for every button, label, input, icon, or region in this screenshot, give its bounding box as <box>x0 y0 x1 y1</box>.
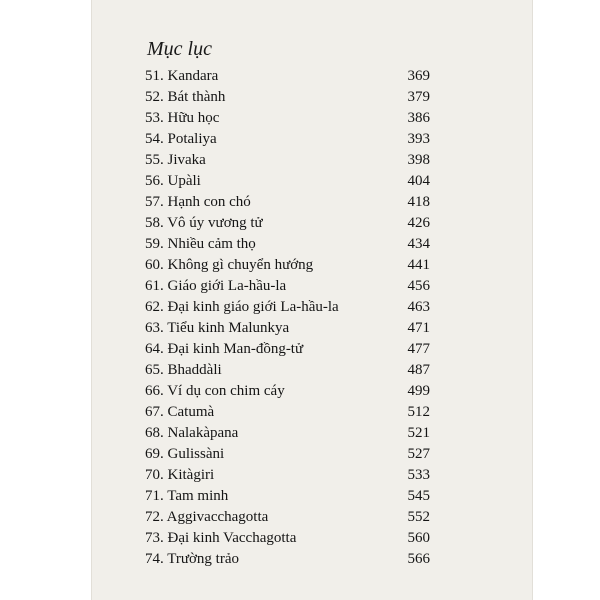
toc-entry <box>145 234 430 255</box>
toc-entry-page-number: 441 <box>407 257 430 273</box>
toc-entry-title: 61. Giáo giới La-hầu-la <box>145 278 287 294</box>
toc-entry-page-number: 560 <box>407 530 430 546</box>
toc-entry-page-number: 512 <box>407 404 430 420</box>
toc-entry <box>145 318 430 339</box>
toc-entry <box>145 549 430 570</box>
toc-entry-title: 51. Kandara <box>145 68 219 84</box>
toc-entry-title: 68. Nalakàpana <box>145 425 239 441</box>
toc-entry <box>145 276 430 297</box>
toc-entry-title: 53. Hữu học <box>145 110 220 126</box>
toc-entry-title: 64. Đại kinh Man-đồng-tử <box>145 341 304 357</box>
toc-entry <box>145 129 430 150</box>
toc-entry-title: 69. Gulissàni <box>145 446 225 462</box>
toc-entry-page-number: 463 <box>407 299 430 315</box>
toc-entry-page-number: 404 <box>407 173 430 189</box>
toc-entry-title: 60. Không gì chuyển hướng <box>145 257 314 273</box>
toc-entry-page-number: 386 <box>407 110 430 126</box>
toc-entry-page-number: 434 <box>407 236 430 252</box>
toc-entry-title: 62. Đại kinh giáo giới La-hầu-la <box>145 299 339 315</box>
toc-title: Mục lục <box>147 38 212 60</box>
toc-entry <box>145 507 430 528</box>
toc-entry <box>145 192 430 213</box>
toc-list <box>145 66 430 570</box>
toc-entry <box>145 171 430 192</box>
toc-entry <box>145 297 430 318</box>
toc-entry <box>145 66 430 87</box>
toc-entry-title: 52. Bát thành <box>145 89 226 105</box>
toc-entry-title: 63. Tiểu kinh Malunkya <box>145 320 290 336</box>
toc-entry-title: 70. Kitàgiri <box>145 467 215 483</box>
toc-entry-title: 74. Trường trảo <box>145 551 239 567</box>
toc-entry <box>145 255 430 276</box>
toc-entry-page-number: 499 <box>407 383 430 399</box>
toc-entry <box>145 423 430 444</box>
toc-entry <box>145 150 430 171</box>
toc-entry-title: 71. Tam minh <box>145 488 229 504</box>
toc-entry-page-number: 521 <box>407 425 430 441</box>
toc-entry-title: 57. Hạnh con chó <box>145 194 251 210</box>
toc-entry-page-number: 477 <box>407 341 430 357</box>
toc-entry <box>145 108 430 129</box>
toc-entry-title: 65. Bhaddàli <box>145 362 222 378</box>
toc-entry <box>145 213 430 234</box>
toc-entry-title: 67. Catumà <box>145 404 215 420</box>
toc-entry-page-number: 456 <box>407 278 430 294</box>
toc-entry-title: 55. Jivaka <box>145 152 206 168</box>
toc-entry <box>145 339 430 360</box>
toc-entry-title: 59. Nhiều cảm thọ <box>145 236 256 252</box>
toc-entry-page-number: 487 <box>407 362 430 378</box>
toc-entry-title: 73. Đại kinh Vacchagotta <box>145 530 297 546</box>
toc-entry-page-number: 418 <box>407 194 430 210</box>
toc-entry-page-number: 552 <box>407 509 430 525</box>
toc-entry-title: 56. Upàli <box>145 173 201 189</box>
toc-entry-page-number: 533 <box>407 467 430 483</box>
toc-entry-page-number: 369 <box>407 68 430 84</box>
toc-entry <box>145 381 430 402</box>
toc-entry <box>145 465 430 486</box>
book-page <box>92 0 532 600</box>
toc-entry-title: 58. Vô úy vương tử <box>145 215 263 231</box>
toc-entry-page-number: 398 <box>407 152 430 168</box>
toc-entry-page-number: 566 <box>407 551 430 567</box>
toc-entry <box>145 528 430 549</box>
toc-entry <box>145 360 430 381</box>
toc-entry <box>145 444 430 465</box>
toc-entry-page-number: 527 <box>407 446 430 462</box>
toc-entry-page-number: 545 <box>407 488 430 504</box>
toc-entry-title: 66. Ví dụ con chim cáy <box>145 383 285 399</box>
toc-entry-title: 72. Aggivacchagotta <box>145 509 269 525</box>
toc-entry-page-number: 471 <box>407 320 430 336</box>
toc-entry-page-number: 393 <box>407 131 430 147</box>
toc-entry-title: 54. Potaliya <box>145 131 217 147</box>
toc-entry-page-number: 379 <box>407 89 430 105</box>
toc-entry-page-number: 426 <box>407 215 430 231</box>
toc-entry <box>145 402 430 423</box>
toc-entry <box>145 486 430 507</box>
toc-entry <box>145 87 430 108</box>
